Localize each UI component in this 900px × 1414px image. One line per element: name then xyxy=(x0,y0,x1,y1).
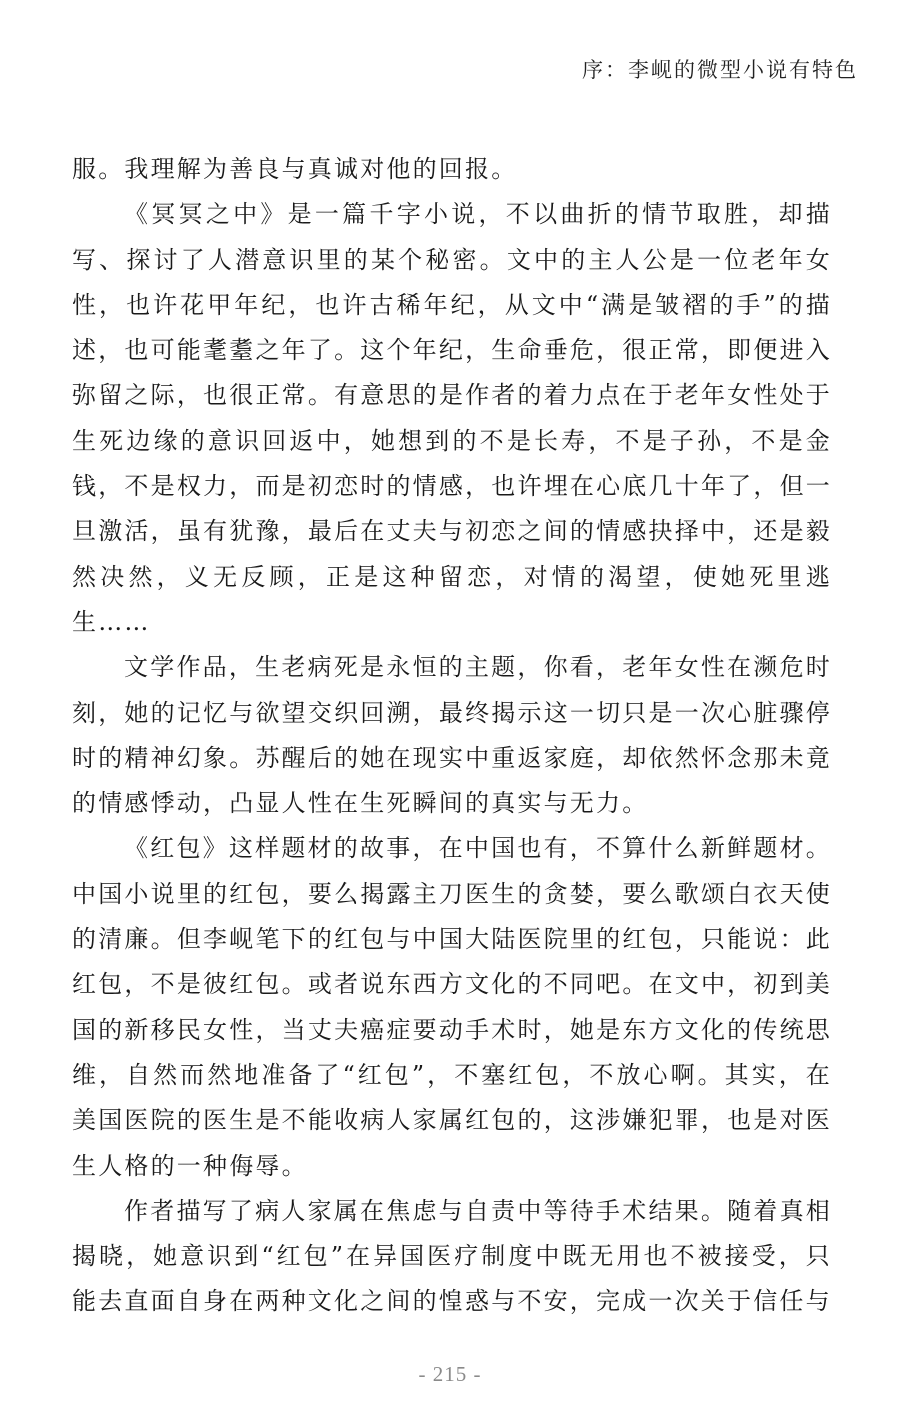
body-text xyxy=(72,147,832,1325)
paragraph-continuation: 服。我理解为善良与真诚对他的回报。 xyxy=(72,155,518,183)
running-header: 序：李岘的微型小说有特色 xyxy=(582,58,858,82)
paragraph-author-description: 作者描写了病人家属在焦虑与自责中等待手术结果。随着真相揭晓，她意识到“红包”在异国医疗制度中既无用也不被接受，只能去直面自身在两种文化之间的惶惑与不安，完成一次关于信任与 xyxy=(72,1196,832,1316)
paragraph-literary-theme: 文学作品，生老病死是永恒的主题，你看，老年女性在濒危时刻，她的记忆与欲望交织回溯，最终揭示这一切只是一次心脏骤停时的精神幻象。苏醒后的她在现实中重返家庭，却依然怀念那未竟的情感悸动，凸显人性在生死瞬间的真实与无力。 xyxy=(72,653,832,818)
paragraph-mingming-zhizhong: 《冥冥之中》是一篇千字小说，不以曲折的情节取胜，却描写、探讨了人潜意识里的某个秘密。文中的主人公是一位老年女性，也许花甲年纪，也许古稀年纪，从文中“满是皱褶的手”的描述，也可能耄耋之年了。这个年纪，生命垂危，很正常，即便进入弥留之际，也很正常。有意思的是作者的着力点在于老年女性处于生死边缘的意识回返中，她想到的不是长寿，不是子孙，不是金钱，不是权力，而是初恋时的情感，也许埋在心底几十年了，但一旦激活，虽有犹豫，最后在丈夫与初恋之间的情感抉择中，还是毅然决然，义无反顾，正是这种留恋，对情的渴望，使她死里逃生…… xyxy=(72,200,832,636)
paragraph-hongbao: 《红包》这样题材的故事，在中国也有，不算什么新鲜题材。中国小说里的红包，要么揭露主刀医生的贪婪，要么歌颂白衣天使的清廉。但李岘笔下的红包与中国大陆医院里的红包，只能说：此红包，不是彼红包。或者说东西方文化的不同吧。在文中，初到美国的新移民女性，当丈夫癌症要动手术时，她是东方文化的传统思维，自然而然地准备了“红包”，不塞红包，不放心啊。其实，在美国医院的医生是不能收病人家属红包的，这涉嫌犯罪，也是对医生人格的一种侮辱。 xyxy=(72,834,832,1180)
page-number: - 215 - xyxy=(418,1362,482,1386)
